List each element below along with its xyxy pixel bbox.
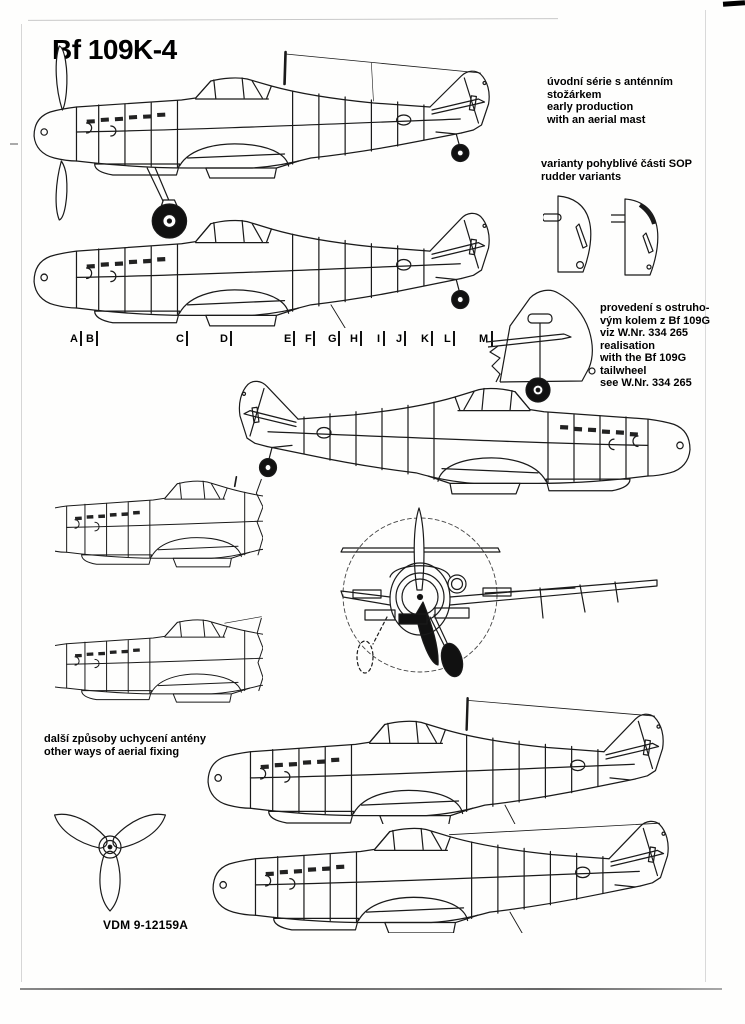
annotation-line: with an aerial mast bbox=[547, 113, 646, 126]
annotation-line: early production bbox=[547, 101, 634, 113]
annotation-line: stožárkem bbox=[547, 88, 602, 101]
corner-ink-mark bbox=[723, 0, 745, 7]
side-view-aerial-variant-1 bbox=[202, 692, 707, 824]
station-letter: A bbox=[70, 333, 78, 345]
station-letter: F bbox=[305, 333, 312, 345]
rudder-variant-1 bbox=[543, 190, 605, 278]
annotation-line: with the Bf 109G bbox=[600, 352, 687, 364]
station-letter: I bbox=[377, 333, 381, 345]
station-letter: G bbox=[328, 333, 337, 345]
page-border-bottom bbox=[20, 988, 722, 990]
page-border-left bbox=[21, 24, 22, 982]
station-letter: M bbox=[479, 333, 489, 345]
annotation-line: other ways of aerial fixing bbox=[44, 745, 180, 758]
annotation-line: realisation bbox=[600, 339, 656, 352]
annotation-line: úvodní série s anténním bbox=[547, 76, 673, 88]
annotation-line: see W.Nr. 334 265 bbox=[600, 377, 692, 389]
station-letter: B bbox=[86, 333, 94, 345]
fuselage-fragment-1 bbox=[55, 476, 263, 572]
side-view-right-facing bbox=[196, 378, 696, 496]
page-title: Bf 109K-4 bbox=[52, 34, 177, 65]
annotation-line: rudder variants bbox=[541, 170, 622, 183]
station-letter: J bbox=[396, 333, 403, 345]
front-view bbox=[335, 502, 675, 688]
annotation-line: viz W.Nr. 334 265 bbox=[600, 327, 689, 339]
station-letter: L bbox=[444, 333, 451, 345]
annotation-rudder-variants bbox=[541, 158, 692, 183]
annotation-line: vým kolem z Bf 109G bbox=[600, 314, 711, 327]
annotation-aerial-mast bbox=[547, 76, 673, 126]
page-border-top bbox=[28, 18, 558, 21]
rudder-variant-2 bbox=[610, 193, 672, 281]
station-letter: H bbox=[350, 333, 358, 345]
station-letter: D bbox=[220, 333, 228, 345]
station-letter: K bbox=[421, 333, 429, 345]
station-letter-row bbox=[0, 333, 745, 351]
annotation-line: tailwheel bbox=[600, 364, 647, 377]
propeller-type-label: VDM 9-12159A bbox=[103, 918, 189, 932]
annotation-aerial-fixing bbox=[44, 733, 206, 758]
station-letter: E bbox=[284, 333, 292, 345]
side-view-production bbox=[28, 210, 533, 328]
propeller-front-view bbox=[33, 785, 188, 915]
registration-tick bbox=[10, 143, 18, 145]
annotation-line: provedení s ostruho- bbox=[600, 302, 710, 314]
annotation-line: varianty pohyblivé části SOP bbox=[541, 158, 693, 170]
side-view-aerial-variant-2 bbox=[207, 818, 712, 933]
annotation-line: další způsoby uchycení antény bbox=[44, 733, 206, 745]
station-letter: C bbox=[176, 333, 184, 345]
